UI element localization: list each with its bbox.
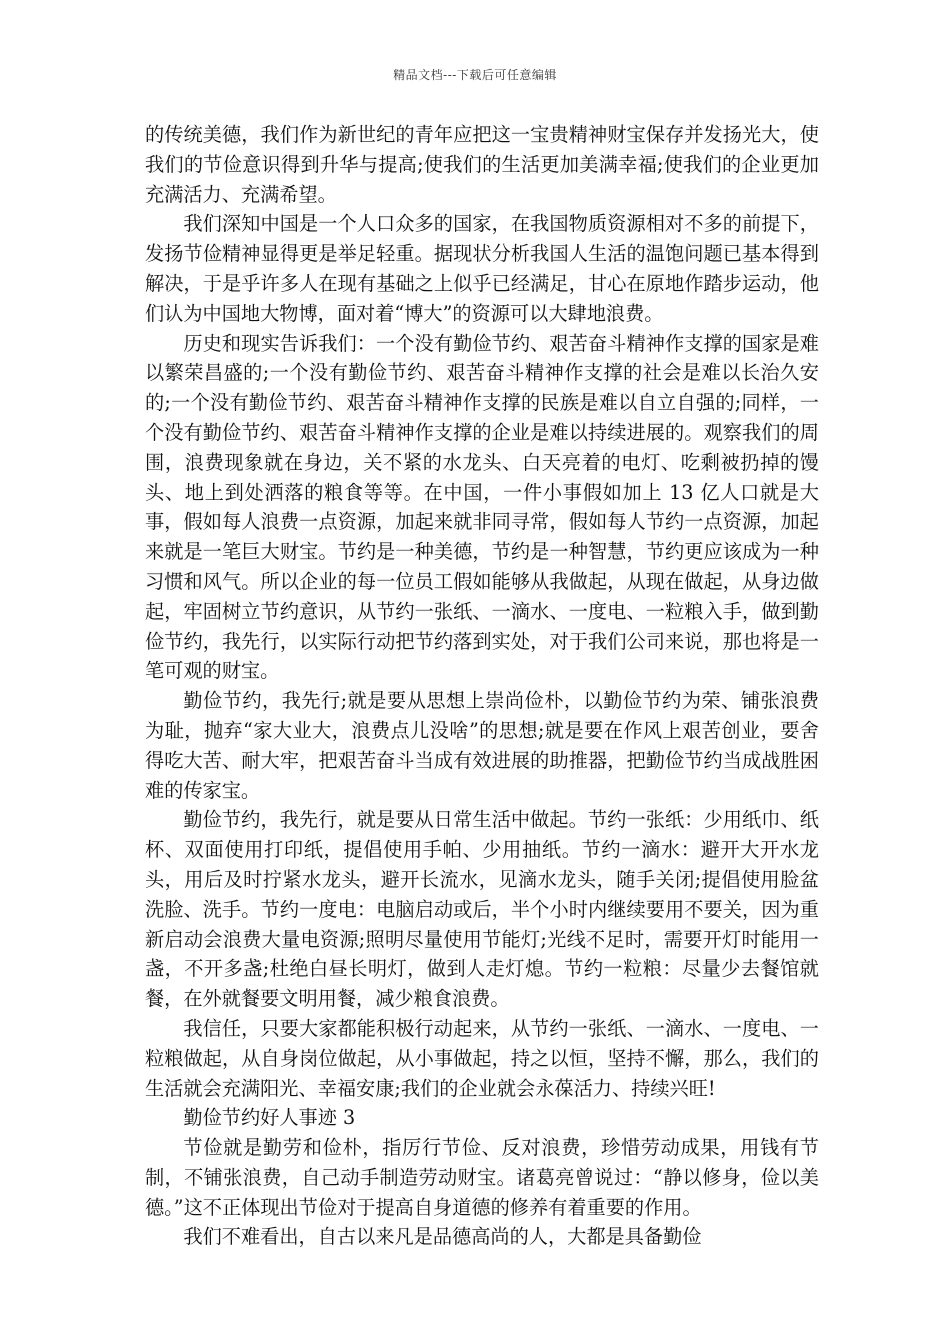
paragraph-5: 勤俭节约，我先行，就是要从日常生活中做起。节约一张纸：少用纸巾、纸杯、双面使用打印纸，提倡使用手帕、少用抽纸。节约一滴水：避开大开水龙头，用后及时拧紧水龙头，避开长流水，见滴水龙头，随手关闭;提倡使用脸盆洗脸、洗手。节约一度电：电脑启动或后，半个小时内继续要用不要关，因为重新启动会浪费大量电资源;照明尽量使用节能灯;光线不足时，需要开灯时能用一盏，不开多盏;杜绝白昼长明灯，做到人走灯熄。节约一粒粮：尽量少去餐馆就餐，在外就餐要文明用餐，减少粮食浪费。 [145,808,819,1011]
paragraph-7: 节俭就是勤劳和俭朴，指厉行节俭、反对浪费，珍惜劳动成果，用钱有节制，不铺张浪费，自己动手制造劳动财宝。诸葛亮曾说过：“静以修身，俭以美德。”这不正体现出节俭对于提高自身道德的修养有着重要的作用。 [145,1136,819,1219]
page-header: 精品文档---下载后可任意编辑 [393,68,557,82]
document-body [145,120,819,1252]
paragraph-6: 我信任，只要大家都能积极行动起来，从节约一张纸、一滴水、一度电、一粒粮做起，从自身岗位做起，从小事做起，持之以恒，坚持不懈，那么，我们的生活就会充满阳光、幸福安康;我们的企业就会永葆活力、持续兴旺! [145,1016,819,1100]
paragraph-1: 的传统美德，我们作为新世纪的青年应把这一宝贵精神财宝保存并发扬光大，使我们的节俭意识得到升华与提高;使我们的生活更加美满幸福;使我们的企业更加充满活力、充满希望。 [145,123,819,206]
section-heading: 勤俭节约好人事迹 3 [183,1106,356,1130]
paragraph-2: 我们深知中国是一个人口众多的国家，在我国物质资源相对不多的前提下，发扬节俭精神显得更是举足轻重。据现状分析我国人生活的温饱问题已基本得到解决，于是乎许多人在现有基础之上似乎已经满足，甘心在原地作踏步运动，他们认为中国地大物博，面对着“博大”的资源可以大肆地浪费。 [145,212,819,325]
paragraph-8: 我们不难看出，自古以来凡是品德高尚的人，大都是具备勤俭 [183,1225,702,1249]
paragraph-4: 勤俭节约，我先行;就是要从思想上崇尚俭朴，以勤俭节约为荣、铺张浪费为耻，抛弃“家大业大，浪费点儿没啥”的思想;就是要在作风上艰苦创业，要舍得吃大苦、耐大牢，把艰苦奋斗当成有效进展的助推器，把勤俭节约当成战胜困难的传家宝。 [145,689,819,802]
paragraph-3: 历史和现实告诉我们：一个没有勤俭节约、艰苦奋斗精神作支撑的国家是难以繁荣昌盛的;一个没有勤俭节约、艰苦奋斗精神作支撑的社会是难以长治久安的;一个没有勤俭节约、艰苦奋斗精神作支撑的民族是难以自立自强的;同样，一个没有勤俭节约、艰苦奋斗精神作支撑的企业是难以持续进展的。观察我们的周围，浪费现象就在身边，关不紧的水龙头、白天亮着的电灯、吃剩被扔掉的馒头、地上到处洒落的粮食等等。在中国，一件小事假如加上 13 亿人口就是大事，假如每人浪费一点资源，加起来就非同寻常，假如每人节约一点资源，加起来就是一笔巨大财宝。节约是一种美德，节约是一种智慧，节约更应该成为一种习惯和风气。所以企业的每一位员工假如能够从我做起，从现在做起，从身边做起，牢固树立节约意识，从节约一张纸、一滴水、一度电、一粒粮入手，做到勤俭节约，我先行，以实际行动把节约落到实处，对于我们公司来说，那也将是一笔可观的财宝。 [145,331,819,683]
